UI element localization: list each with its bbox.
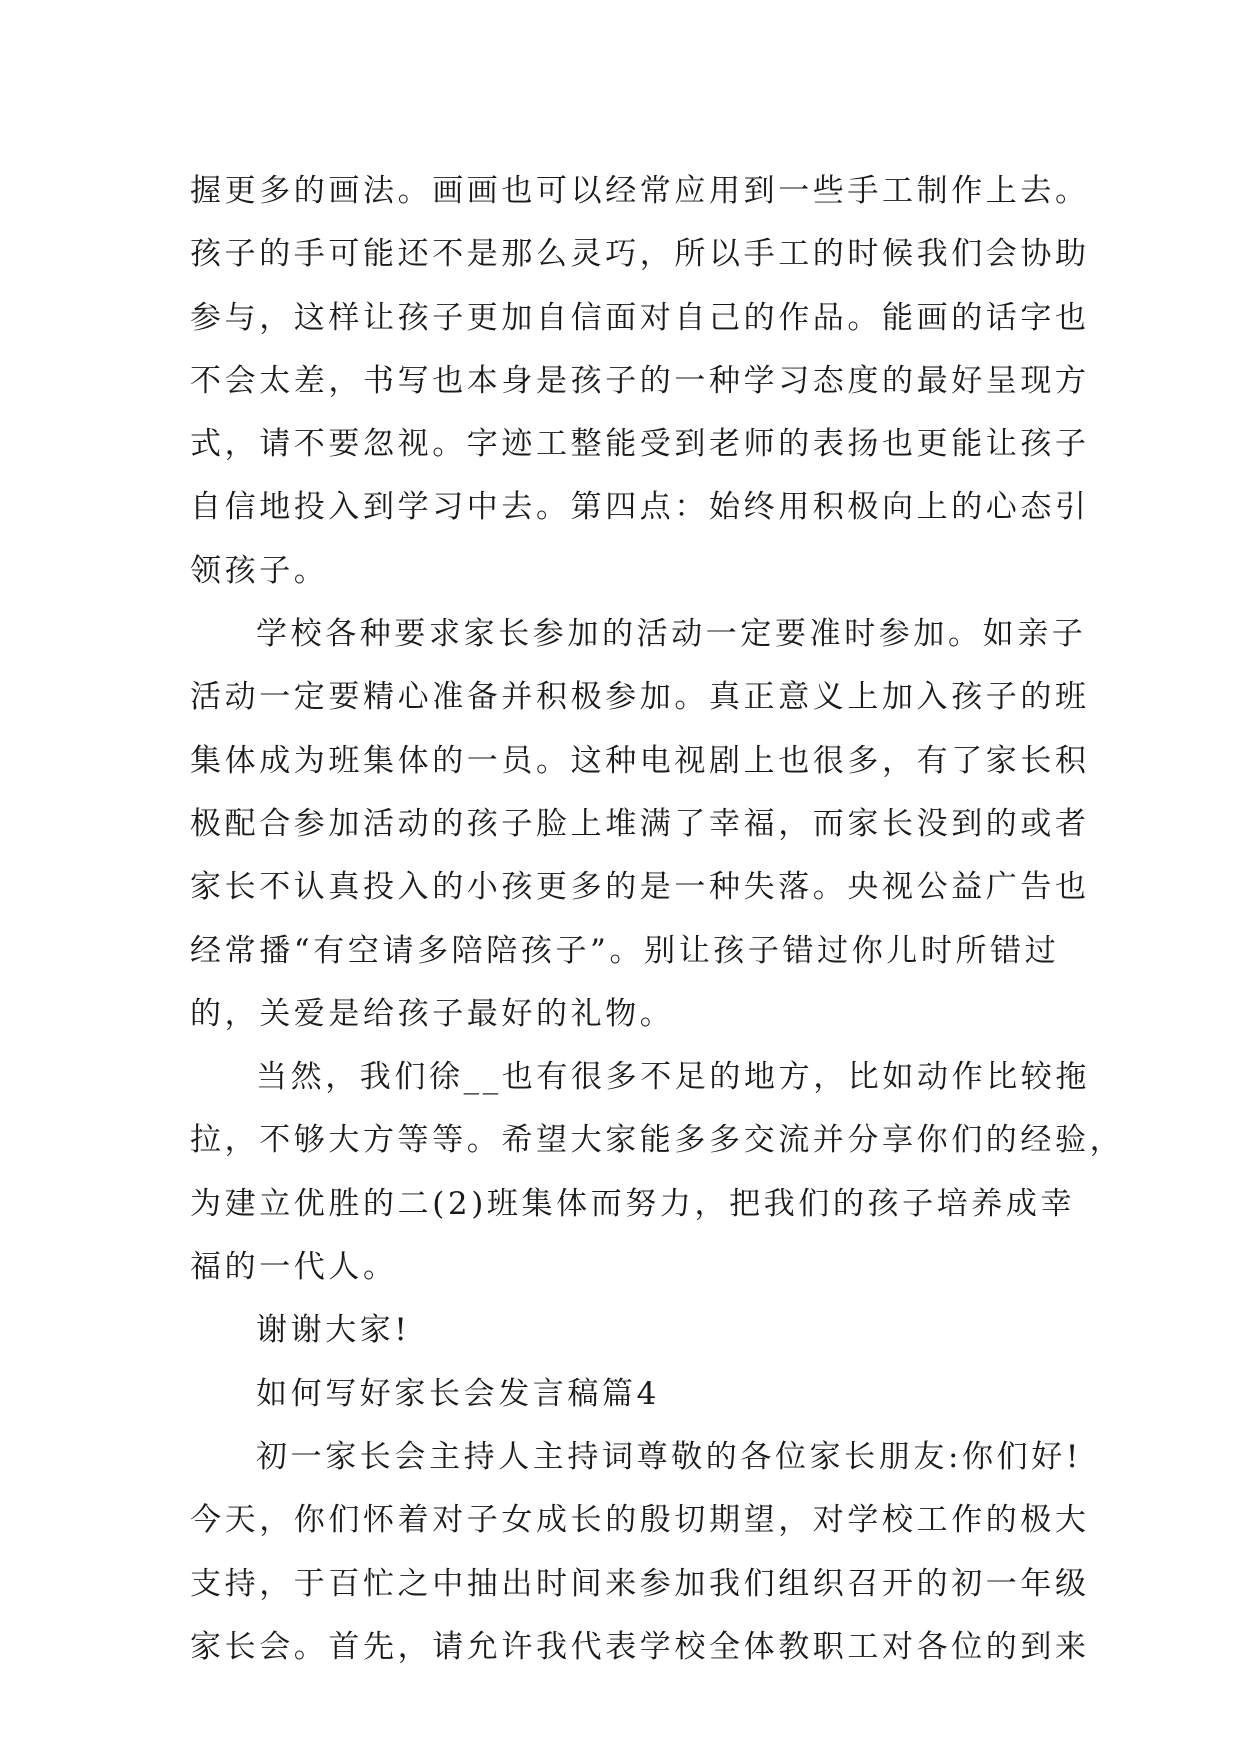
text-line: 学校各种要求家长参加的活动一定要准时参加。如亲子	[256, 616, 1087, 653]
text-line: 福的一代人。	[190, 1249, 398, 1286]
text-line: 式，请不要忽视。字迹工整能受到老师的表扬也更能让孩子	[190, 426, 1090, 463]
text-line: 初一家长会主持人主持词尊敬的各位家长朋友:你们好!	[256, 1438, 1082, 1475]
text-line: 家长会。首先，请允许我代表学校全体教职工对各位的到来	[190, 1628, 1090, 1665]
text-line: 谢谢大家!	[256, 1312, 411, 1349]
text-line: 今天，你们怀着对子女成长的殷切期望，对学校工作的极大	[190, 1502, 1090, 1539]
text-line: 当然，我们徐__也有很多不足的地方，比如动作比较拖	[256, 1059, 1090, 1096]
text-line: 自信地投入到学习中去。第四点：始终用积极向上的心态引	[190, 489, 1090, 526]
text-line: 经常播“有空请多陪陪孩子”。别让孩子错过你儿时所错过	[190, 932, 1060, 969]
text-line: 的，关爱是给孩子最好的礼物。	[190, 995, 675, 1032]
text-line: 极配合参加活动的孩子脸上堆满了幸福，而家长没到的或者	[190, 805, 1090, 842]
text-line: 活动一定要精心准备并积极参加。真正意义上加入孩子的班	[190, 679, 1090, 716]
text-line: 集体成为班集体的一员。这种电视剧上也很多，有了家长积	[190, 742, 1090, 779]
body-text	[190, 160, 1125, 1679]
text-line: 握更多的画法。画画也可以经常应用到一些手工制作上去。	[190, 173, 1090, 209]
text-line: 领孩子。	[190, 552, 329, 589]
text-line: 不会太差，书写也本身是孩子的一种学习态度的最好呈现方	[190, 362, 1090, 399]
text-line: 拉，不够大方等等。希望大家能多多交流并分享你们的经验，	[190, 1122, 1125, 1159]
text-line: 如何写好家长会发言稿篇4	[256, 1375, 660, 1412]
text-line: 参与，这样让孩子更加自信面对自己的作品。能画的话字也	[190, 299, 1090, 336]
text-line: 孩子的手可能还不是那么灵巧，所以手工的时候我们会协助	[190, 236, 1090, 273]
text-line: 家长不认真投入的小孩更多的是一种失落。央视公益广告也	[190, 869, 1090, 906]
text-line: 为建立优胜的二(2)班集体而努力，把我们的孩子培养成幸	[190, 1185, 1076, 1222]
text-line: 支持，于百忙之中抽出时间来参加我们组织召开的初一年级	[190, 1565, 1090, 1602]
